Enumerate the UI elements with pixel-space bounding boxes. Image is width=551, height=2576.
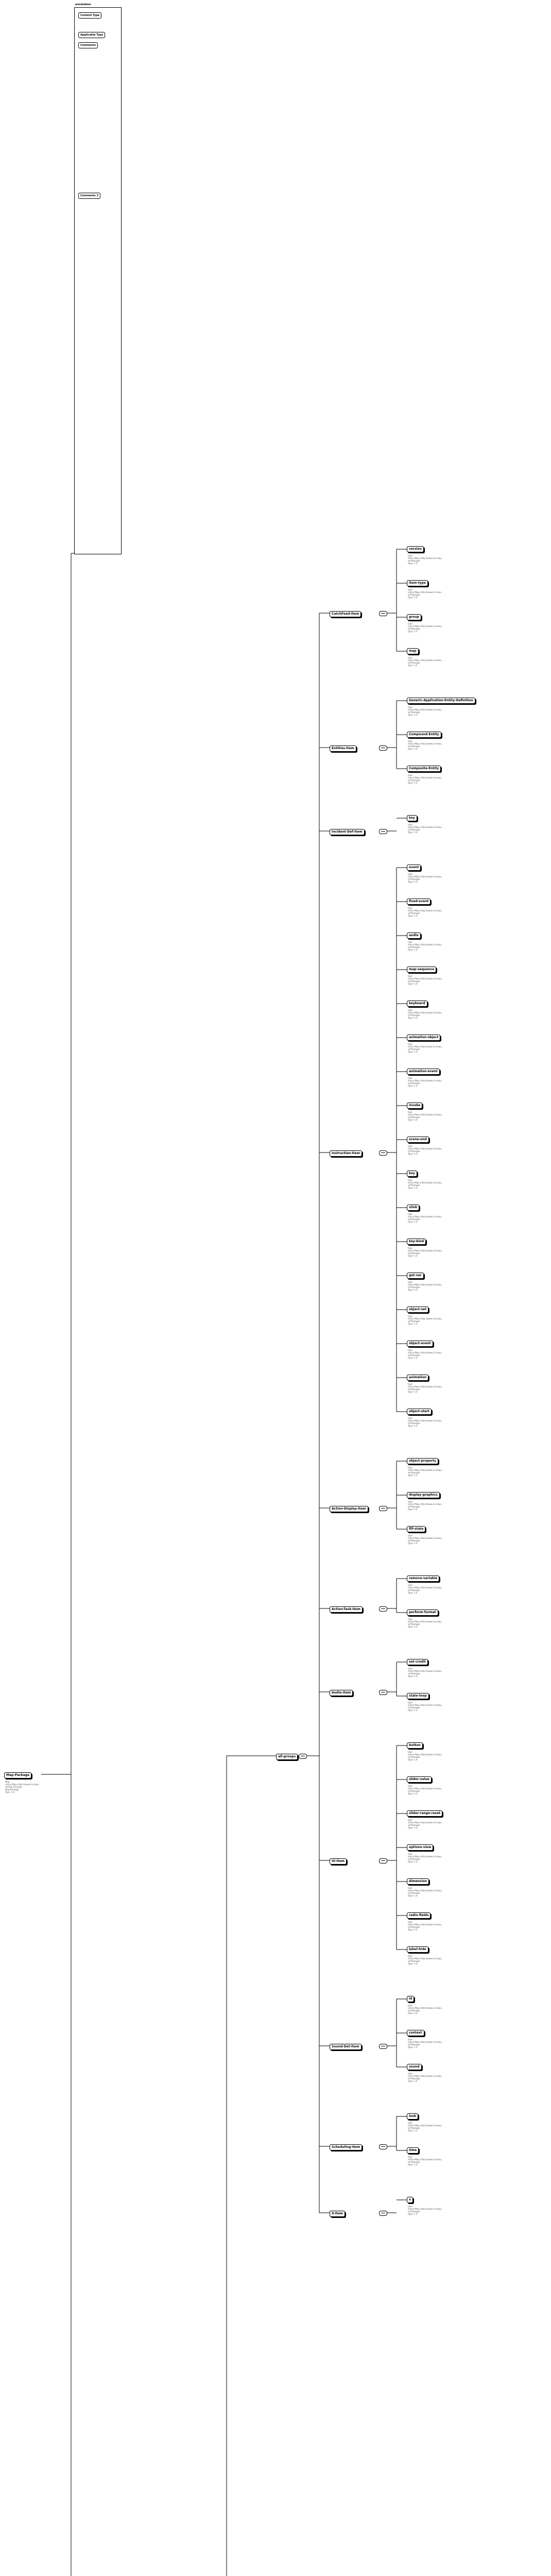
child-doc: type xmlns:Map=http://www.cicsmap... ref:Package Type: 1.0 bbox=[408, 1534, 443, 1545]
child-doc: type xmlns:Map=http://www.cicsmap... ref:Package Type: 1.0 bbox=[408, 706, 443, 716]
child-element-node[interactable]: map-sequence bbox=[407, 967, 436, 973]
child-doc: type xmlns:Map=http://www.cicsmap... ref:Package Type: 1.0 bbox=[408, 1853, 443, 1863]
child-element-node[interactable]: map bbox=[407, 648, 419, 654]
child-element-node[interactable]: sound bbox=[407, 2064, 422, 2070]
sequence-compositor bbox=[379, 2044, 387, 2049]
child-doc: type xmlns:Map=http://www.cicsmap... ref:Package Type: 1.0 bbox=[408, 2156, 443, 2166]
child-element-node[interactable]: version bbox=[407, 546, 424, 552]
child-doc: type xmlns:Map=http://www.cicsmap... ref:Package Type: 1.0 bbox=[408, 1145, 443, 1155]
child-doc: type xmlns:Map=http://www.cicsmap... ref:Package Type: 1.0 bbox=[408, 1077, 443, 1087]
group-node[interactable]: UI-Item bbox=[330, 1858, 347, 1865]
child-element-node[interactable]: button bbox=[407, 1742, 423, 1749]
annotation-item-comments-2: Comments 2 bbox=[78, 193, 100, 199]
child-doc: type xmlns:Map=http://www.cicsmap... ref:Package Type: 1.0 bbox=[408, 1701, 443, 1711]
sequence-compositor bbox=[379, 2211, 387, 2216]
child-doc: type xmlns:Map=http://www.cicsmap... ref:Package Type: 1.0 bbox=[408, 1383, 443, 1393]
annotation-box bbox=[74, 7, 122, 554]
child-doc: type xmlns:Map=http://www.cicsmap... ref:Package Type: 1.0 bbox=[408, 656, 443, 667]
child-doc: type xmlns:Map=http://www.cicsmap... ref:Package Type: 1.0 bbox=[408, 1213, 443, 1223]
child-element-node[interactable]: remove-variable bbox=[407, 1575, 439, 1582]
child-doc: type xmlns:Map=http://www.cicsmap... ref:Package Type: 1.0 bbox=[408, 873, 443, 883]
child-doc: type xmlns:Map=http://www.cicsmap... ref:Package Type: 1.0 bbox=[408, 1179, 443, 1189]
child-element-node[interactable]: event bbox=[407, 865, 421, 871]
child-doc: type xmlns:Map=http://www.cicsmap... ref:Package Type: 1.0 bbox=[408, 622, 443, 633]
group-node[interactable]: Action-Task-Item bbox=[330, 1606, 363, 1613]
child-element-node[interactable]: display-graphics bbox=[407, 1492, 440, 1498]
child-doc: type xmlns:Map=http://www.cicsmap... ref:Package Type: 1.0 bbox=[408, 1819, 443, 1829]
child-element-node[interactable]: key-bind bbox=[407, 1239, 426, 1245]
child-doc: type xmlns:Map=http://www.cicsmap... ref:Package Type: 1.0 bbox=[408, 975, 443, 985]
child-element-node[interactable]: context bbox=[407, 2030, 424, 2036]
child-doc: type xmlns:Map=http://www.cicsmap... ref:Package Type: 1.0 bbox=[408, 823, 443, 834]
child-doc: type xmlns:Map=http://www.cicsmap... ref:Package Type: 1.0 bbox=[408, 1247, 443, 1257]
group-node[interactable]: Incident-Def-Item bbox=[330, 829, 365, 835]
child-element-node[interactable]: object-property bbox=[407, 1458, 438, 1464]
child-element-node[interactable]: group bbox=[407, 614, 421, 620]
child-element-node[interactable]: object-set bbox=[407, 1307, 428, 1313]
child-element-node[interactable]: audio bbox=[407, 933, 421, 939]
sequence-compositor bbox=[379, 2144, 387, 2149]
child-doc: type xmlns:Map=http://www.cicsmap... ref:Package Type: 1.0 bbox=[408, 2072, 443, 2082]
all-groups-node[interactable]: all-groups bbox=[276, 1754, 298, 1760]
child-element-node[interactable]: animation-event bbox=[407, 1069, 440, 1075]
child-doc: type xmlns:Map=http://www.cicsmap... ref:Package Type: 1.0 bbox=[408, 1584, 443, 1594]
child-element-node[interactable]: animation-object bbox=[407, 1035, 440, 1041]
child-element-node[interactable]: get-var bbox=[407, 1273, 424, 1279]
child-element-node[interactable]: key bbox=[407, 1171, 417, 1177]
child-doc: type xmlns:Map=http://www.cicsmap... ref:Package Type: 1.0 bbox=[408, 554, 443, 565]
child-doc: type xmlns:Map=http://www.cicsmap... ref:Package Type: 1.0 bbox=[408, 1887, 443, 1897]
annotation-item-content-type: Content Type bbox=[78, 12, 101, 19]
child-doc: type xmlns:Map=http://www.cicsmap... ref:Package Type: 1.0 bbox=[408, 1315, 443, 1325]
group-node[interactable]: Entities-Item bbox=[330, 745, 356, 752]
child-element-node[interactable]: fixed-event bbox=[407, 899, 431, 905]
child-element-node[interactable]: x bbox=[407, 2197, 413, 2203]
group-node[interactable]: Scheduling-Item bbox=[330, 2144, 362, 2150]
sequence-compositor bbox=[379, 611, 387, 616]
child-element-node[interactable]: item-type bbox=[407, 580, 428, 586]
child-doc: type xmlns:Map=http://www.cicsmap... ref:Package Type: 1.0 bbox=[408, 588, 443, 599]
group-node[interactable]: Audio-Item bbox=[330, 1690, 353, 1696]
child-doc: type xmlns:Map=http://www.cicsmap... ref:Package Type: 1.0 bbox=[408, 1667, 443, 1677]
child-doc: type xmlns:Map=http://www.cicsmap... ref:Package Type: 1.0 bbox=[408, 1111, 443, 1121]
sequence-compositor bbox=[379, 745, 387, 751]
child-element-node[interactable]: fill-state bbox=[407, 1526, 425, 1532]
child-element-node[interactable]: slider-value bbox=[407, 1776, 432, 1783]
annotation-item-applicable: Applicable Type bbox=[78, 32, 105, 38]
child-doc: type xmlns:Map=http://www.cicsmap... ref:Package Type: 1.0 bbox=[408, 941, 443, 951]
child-doc: type xmlns:Map=http://www.cicsmap... ref:Package Type: 1.0 bbox=[408, 1009, 443, 1019]
child-doc: type xmlns:Map=http://www.cicsmap... ref:Package Type: 1.0 bbox=[408, 1349, 443, 1359]
child-doc: type xmlns:Map=http://www.cicsmap... ref:Package Type: 1.0 bbox=[408, 1466, 443, 1477]
child-element-node[interactable]: animation bbox=[407, 1375, 428, 1381]
child-element-node[interactable]: object-start bbox=[407, 1409, 432, 1415]
root-doc: Map xmlns:Map=http://www.cicsmap... ref.Map Package Map:Package Type: 1.0 bbox=[5, 1781, 41, 1793]
child-element-node[interactable]: Compound-Entity bbox=[407, 732, 441, 738]
child-doc: type xmlns:Map=http://www.cicsmap... ref:Package Type: 1.0 bbox=[408, 1751, 443, 1761]
child-element-node[interactable]: id bbox=[407, 1996, 414, 2002]
child-element-node[interactable]: vlink bbox=[407, 1205, 419, 1211]
sequence-compositor bbox=[379, 1606, 387, 1612]
child-doc: type xmlns:Map=http://www.cicsmap... ref:Package Type: 1.0 bbox=[408, 907, 443, 917]
sequence-compositor bbox=[379, 1690, 387, 1695]
child-element-node[interactable]: object-event bbox=[407, 1341, 433, 1347]
child-element-node[interactable]: scene-end bbox=[407, 1137, 429, 1143]
group-node[interactable]: CatchFeed-Item bbox=[330, 611, 361, 617]
child-doc: type xmlns:Map=http://www.cicsmap... ref:Package Type: 1.0 bbox=[408, 740, 443, 750]
child-doc: type xmlns:Map=http://www.cicsmap... ref:Package Type: 1.0 bbox=[408, 1417, 443, 1427]
sequence-compositor bbox=[379, 1506, 387, 1511]
child-doc: type xmlns:Map=http://www.cicsmap... ref:Package Type: 1.0 bbox=[408, 2122, 443, 2132]
group-node[interactable]: Action-Display-Item bbox=[330, 1506, 368, 1512]
child-doc: type xmlns:Map=http://www.cicsmap... ref:Package Type: 1.0 bbox=[408, 1618, 443, 1628]
group-node[interactable]: Sound-Det-Item bbox=[330, 2044, 361, 2050]
child-element-node[interactable]: options-view bbox=[407, 1844, 433, 1851]
child-element-node[interactable]: Composite-Entity bbox=[407, 766, 441, 772]
sequence-compositor bbox=[379, 829, 387, 834]
child-element-node[interactable]: set-credit bbox=[407, 1659, 428, 1665]
child-doc: type xmlns:Map=http://www.cicsmap... ref:Package Type: 1.0 bbox=[408, 1281, 443, 1291]
child-doc: type xmlns:Map=http://www.cicsmap... ref:Package Type: 1.0 bbox=[408, 1043, 443, 1053]
annotation-title: annotation bbox=[75, 3, 91, 6]
child-doc: type xmlns:Map=http://www.cicsmap... ref:Package Type: 1.0 bbox=[408, 1955, 443, 1965]
child-element-node[interactable]: state-loop bbox=[407, 1693, 429, 1699]
child-element-node[interactable]: Generic-Application-Entity-Definition bbox=[407, 698, 475, 704]
annotation-item-comments: Comments bbox=[78, 42, 98, 48]
child-doc: type xmlns:Map=http://www.cicsmap... ref:Package Type: 1.0 bbox=[408, 1785, 443, 1795]
child-element-node[interactable]: key bbox=[407, 815, 417, 821]
child-element-node[interactable]: time bbox=[407, 2147, 419, 2154]
child-element-node[interactable]: keyboard bbox=[407, 1001, 427, 1007]
child-element-node[interactable]: perform-format bbox=[407, 1609, 438, 1616]
sequence-compositor bbox=[379, 1150, 387, 1156]
root-element[interactable]: Map-Package bbox=[4, 1772, 31, 1778]
group-node[interactable]: Instruction-Item bbox=[330, 1150, 362, 1157]
child-element-node[interactable]: dimension bbox=[407, 1878, 429, 1885]
child-element-node[interactable]: slider-range-reset bbox=[407, 1810, 442, 1817]
child-element-node[interactable]: label-hide bbox=[407, 1946, 428, 1953]
child-doc: type xmlns:Map=http://www.cicsmap... ref:Package Type: 1.0 bbox=[408, 1921, 443, 1931]
child-doc: type xmlns:Map=http://www.cicsmap... ref:Package Type: 1.0 bbox=[408, 2038, 443, 2048]
child-doc: type xmlns:Map=http://www.cicsmap... ref:Package Type: 1.0 bbox=[408, 774, 443, 784]
child-doc: type xmlns:Map=http://www.cicsmap... ref:Package Type: 1.0 bbox=[408, 2205, 443, 2215]
child-element-node[interactable]: look bbox=[407, 2113, 418, 2120]
child-element-node[interactable]: radio-fields bbox=[407, 1912, 431, 1919]
child-doc: type xmlns:Map=http://www.cicsmap... ref:Package Type: 1.0 bbox=[408, 1500, 443, 1511]
sequence-compositor bbox=[299, 1754, 307, 1759]
child-doc: type xmlns:Map=http://www.cicsmap... ref:Package Type: 1.0 bbox=[408, 2004, 443, 2014]
group-node[interactable]: X-Item bbox=[330, 2211, 345, 2217]
sequence-compositor bbox=[379, 1858, 387, 1863]
child-element-node[interactable]: invoke bbox=[407, 1103, 422, 1109]
